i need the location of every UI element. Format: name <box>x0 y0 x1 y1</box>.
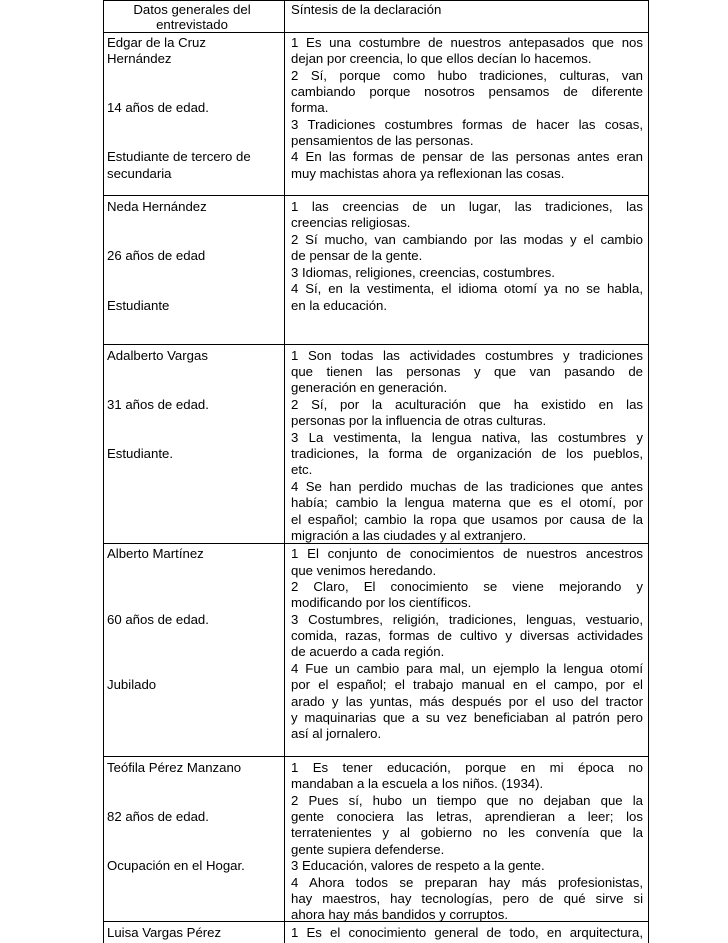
declaration-line: 2 Sí, por la aculturación que ha existido en las <box>291 397 643 412</box>
interviewee-occupation: Ocupación en el Hogar. <box>107 858 245 873</box>
declaration-line: personas por la influencia de otras culturas. <box>291 413 547 428</box>
declaration-line: 3 Tradiciones costumbres formas de hacer las cosas, <box>291 117 643 132</box>
declaration-line: de acuerdo a cada región. <box>291 644 445 659</box>
declaration-line: dejan por creencia, lo que ellos decían lo hacemos. <box>291 51 592 66</box>
declaration-line: y maquinarias que a su vez beneficiaban al patrón pero <box>291 710 643 725</box>
declaration-line: terratenientes y al gobierno no les convenía que la <box>291 825 643 840</box>
declaration-line: mandaban a la escuela a los niños. (1934). <box>291 776 544 791</box>
row-divider <box>103 195 649 196</box>
interviewee-name: Adalberto Vargas <box>107 348 208 363</box>
interviewee-name: Teófila Pérez Manzano <box>107 760 242 775</box>
declaration-line: 3 Idiomas, religiones, creencias, costumbres. <box>291 265 555 280</box>
interviewee-name: Edgar de la Cruz <box>107 35 206 50</box>
declaration-line: que venimos heredando. <box>291 563 437 578</box>
interview-table <box>103 0 649 943</box>
row-divider <box>103 756 649 757</box>
declaration-line: etc. <box>291 462 313 477</box>
table-border-right <box>648 0 649 943</box>
declaration-line: muy machistas ahora ya reflexionan las cosas. <box>291 166 565 181</box>
declaration-line: hay maestros, hay tecnologías, pero de qué sirve si <box>291 891 643 906</box>
header-col2: Síntesis de la declaración <box>291 2 442 17</box>
interviewee-occupation: Estudiante. <box>107 446 173 461</box>
declaration-line: 2 Claro, El conocimiento se viene mejorando y <box>291 579 643 594</box>
declaration-line: ahora hay más bandidos y corruptos. <box>291 907 508 922</box>
declaration-line: 3 Costumbres, religión, tradiciones, lenguas, vestuario, <box>291 612 643 627</box>
declaration-line: generación en generación. <box>291 380 448 395</box>
declaration-line: 4 Se han perdido muchas de las tradiciones que antes <box>291 479 643 494</box>
declaration-line: que tienen las personas y que van pasando de <box>291 364 643 379</box>
declaration-line: arado y las yuntas, más después por el uso del tractor <box>291 694 643 709</box>
interviewee-occupation: Estudiante de tercero de <box>107 149 251 164</box>
declaration-line: forma. <box>291 100 329 115</box>
declaration-line: modificando por los científicos. <box>291 595 472 610</box>
declaration-line: gente supiera defenderse. <box>291 842 445 857</box>
interviewee-name: Alberto Martínez <box>107 546 204 561</box>
interviewee-age: 26 años de edad <box>107 248 206 263</box>
declaration-line: 1 Es una costumbre de nuestros antepasados que nos <box>291 35 643 50</box>
declaration-line: así al jornalero. <box>291 726 382 741</box>
declaration-line: gente conociera las letras, aprendieran a leer; los <box>291 809 643 824</box>
declaration-line: 3 Educación, valores de respeto a la gente. <box>291 858 545 873</box>
declaration-line: 4 En las formas de pensar de las personas antes eran <box>291 149 643 164</box>
header-col1-line1: Datos generales del <box>133 2 251 17</box>
declaration-line: cambiando porque nosotros pensamos de diferente <box>291 84 643 99</box>
declaration-line: 2 Pues sí, hubo un tiempo que no dejaban que la <box>291 793 643 808</box>
row-divider <box>103 344 649 345</box>
interviewee-age: 31 años de edad. <box>107 397 209 412</box>
interviewee-occupation: secundaria <box>107 166 172 181</box>
declaration-line: de pensar de la gente. <box>291 248 423 263</box>
declaration-line: tradiciones, la forma de organización de los pueblos, <box>291 446 643 461</box>
declaration-line: por el español; el trabajo manual en el campo, por el <box>291 677 643 692</box>
declaration-line: 1 Son todas las actividades costumbres y tradiciones <box>291 348 643 363</box>
interviewee-age: 60 años de edad. <box>107 612 209 627</box>
declaration-line: 4 Fue un cambio para mal, un ejemplo la lengua otomí <box>291 661 643 676</box>
declaration-line: pensamientos de las personas. <box>291 133 474 148</box>
header-col1-line2: entrevistado <box>156 17 228 32</box>
declaration-line: 2 Sí, porque como hubo tradiciones, culturas, van <box>291 68 643 83</box>
declaration-line: 2 Sí mucho, van cambiando por las modas y el cambio <box>291 232 643 247</box>
interviewee-age: 14 años de edad. <box>107 100 209 115</box>
declaration-line: 1 las creencias de un lugar, las tradiciones, las <box>291 199 643 214</box>
interviewee-name: Hernández <box>107 51 172 66</box>
declaration-line: 1 El conjunto de conocimientos de nuestros ancestros <box>291 546 643 561</box>
interviewee-occupation: Jubilado <box>107 677 157 692</box>
interviewee-age: 82 años de edad. <box>107 809 209 824</box>
declaration-line: en la educación. <box>291 298 388 313</box>
interviewee-name: Luisa Vargas Pérez <box>107 925 222 940</box>
declaration-line: comida, razas, formas de cultivo y diversas actividades <box>291 628 643 643</box>
declaration-line: creencias religiosas. <box>291 215 411 230</box>
column-divider <box>284 0 285 943</box>
declaration-line: 4 Ahora todos se preparan hay más profesionistas, <box>291 875 643 890</box>
declaration-line: 4 Sí, en la vestimenta, el idioma otomí ya no se habla, <box>291 281 643 296</box>
declaration-line: había; cambio la lengua materna que es el otomí, por <box>291 495 643 510</box>
declaration-line: 3 La vestimenta, la lengua nativa, las costumbres y <box>291 430 643 445</box>
table-border-left <box>103 0 104 943</box>
declaration-line: el español; cambio la ropa que usamos por causa de la <box>291 512 643 527</box>
table-border-top <box>103 0 649 1</box>
declaration-line: 1 Es el conocimiento general de todo, en arquitectura, <box>291 925 643 940</box>
declaration-line: 1 Es tener educación, porque en mi época no <box>291 760 643 775</box>
declaration-line: migración a las ciudades y al extranjero. <box>291 528 527 543</box>
interviewee-name: Neda Hernández <box>107 199 207 214</box>
interviewee-occupation: Estudiante <box>107 298 170 313</box>
